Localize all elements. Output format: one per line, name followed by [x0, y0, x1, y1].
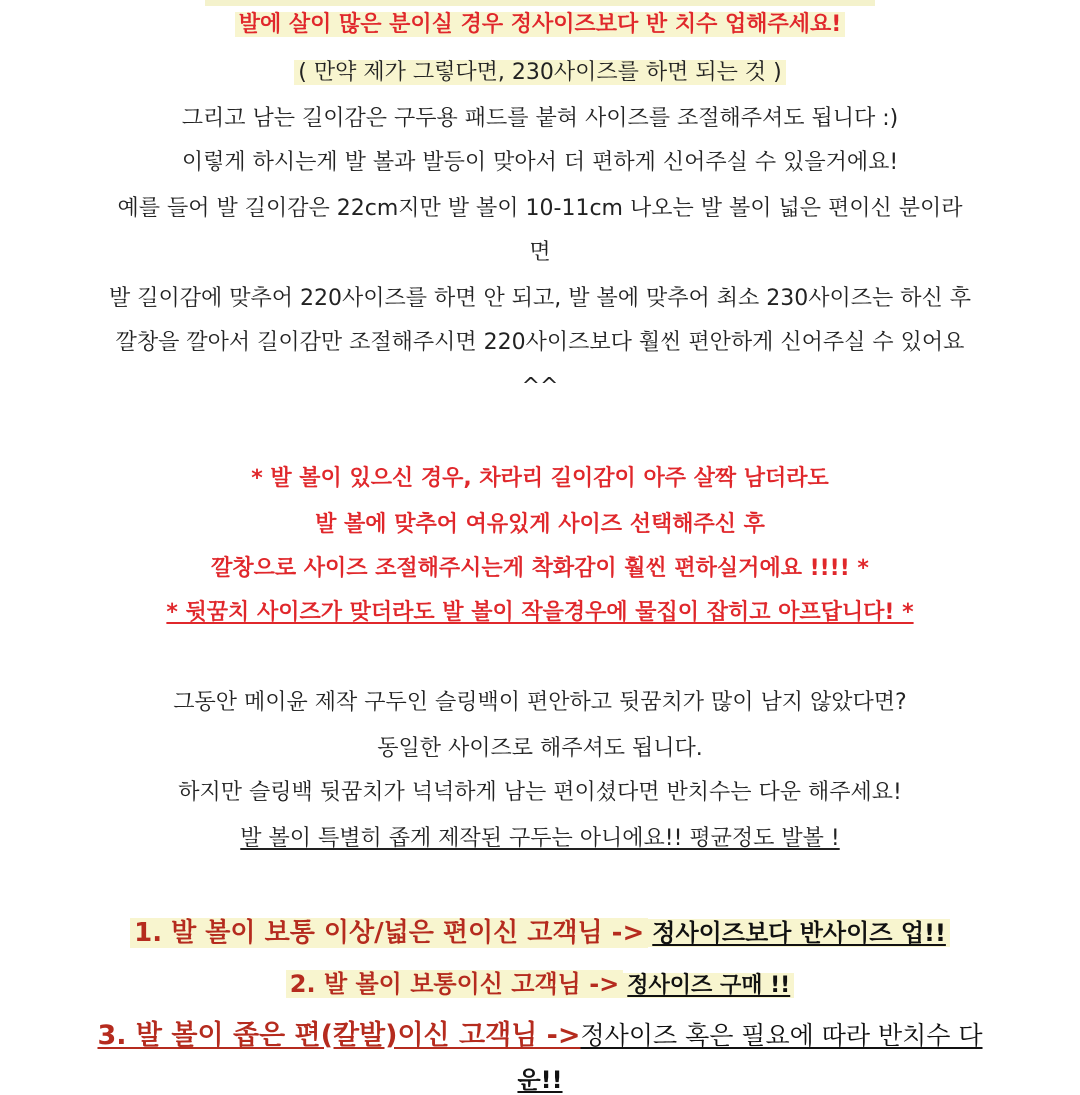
guide-item-3-cont-text: 운!!	[517, 1066, 563, 1094]
example-note-text: ( 만약 제가 그렇다면, 230사이즈를 하면 되는 것 )	[294, 60, 785, 85]
fit-note-text: 발 볼이 특별히 좁게 제작된 구두는 아니에요!! 평균정도 발볼 !	[240, 826, 840, 851]
example-line-wrap: 면	[529, 240, 551, 265]
wide-foot-note-2: 발 볼에 맞추어 여유있게 사이즈 선택해주신 후	[315, 512, 765, 537]
guide-item-1-value: 정사이즈보다 반사이즈 업!!	[648, 919, 950, 947]
guide-item-2-value: 정사이즈 구매 !!	[623, 973, 794, 998]
size-advice-line: 발 길이감에 맞추어 220사이즈를 하면 안 되고, 발 볼에 맞추어 최소 230사이즈는 하신 후	[109, 286, 971, 311]
slingback-note-3: 하지만 슬링백 뒷꿈치가 넉넉하게 남는 편이셨다면 반치수는 다운 해주세요!	[178, 780, 902, 805]
slingback-note-1: 그동안 메이윤 제작 구두인 슬링백이 편안하고 뒷꿈치가 많이 남지 않았다면?	[173, 690, 907, 715]
guide-item-2	[0, 970, 1080, 999]
guide-item-3-value: 정사이즈 혹은 필요에 따라 반치수 다	[580, 1021, 983, 1050]
guide-item-2-label: 2. 발 볼이 보통이신 고객님 ->	[286, 970, 624, 998]
guide-item-3-label: 3. 발 볼이 좁은 편(칼발)이신 고객님 ->	[97, 1020, 581, 1051]
insole-advice-line: 깔창을 깔아서 길이감만 조절해주시면 220사이즈보다 훨씬 편안하게 신어주실 수 있어요	[115, 330, 965, 355]
blister-warning-text: * 뒷꿈치 사이즈가 맞더라도 발 볼이 작을경우에 물집이 잡히고 아프답니다! *	[166, 600, 914, 625]
pad-note: 그리고 남는 길이감은 구두용 패드를 붙혀 사이즈를 조절해주셔도 됩니다 :)	[181, 106, 899, 131]
fit-note	[0, 826, 1080, 852]
wide-foot-note-3: 깔창으로 사이즈 조절해주시는게 착화감이 훨씬 편하실거에요 !!!! *	[211, 556, 869, 581]
slingback-note-2: 동일한 사이즈로 해주셔도 됩니다.	[377, 736, 703, 761]
example-line: 예를 들어 발 길이감은 22cm지만 발 볼이 10-11cm 나오는 발 볼이 넓은 편이신 분이라	[117, 196, 963, 221]
wide-foot-note-1: * 발 볼이 있으신 경우, 차라리 길이감이 아주 살짝 남더라도	[251, 466, 829, 491]
comfort-note: 이렇게 하시는게 발 볼과 발등이 맞아서 더 편하게 신어주실 수 있을거에요!	[181, 150, 899, 175]
top-highlight-edge	[205, 0, 875, 6]
guide-item-1	[0, 918, 1080, 949]
guide-item-3	[0, 1020, 1080, 1052]
blister-warning	[0, 600, 1080, 626]
example-note	[0, 60, 1080, 86]
guide-item-3-continued	[0, 1066, 1080, 1095]
headline-text: 발에 살이 많은 분이실 경우 정사이즈보다 반 치수 업해주세요!	[235, 12, 846, 37]
smile-line: ^^	[521, 374, 559, 399]
headline-size-up	[0, 12, 1080, 38]
guide-item-1-label: 1. 발 볼이 보통 이상/넓은 편이신 고객님 ->	[130, 918, 648, 948]
